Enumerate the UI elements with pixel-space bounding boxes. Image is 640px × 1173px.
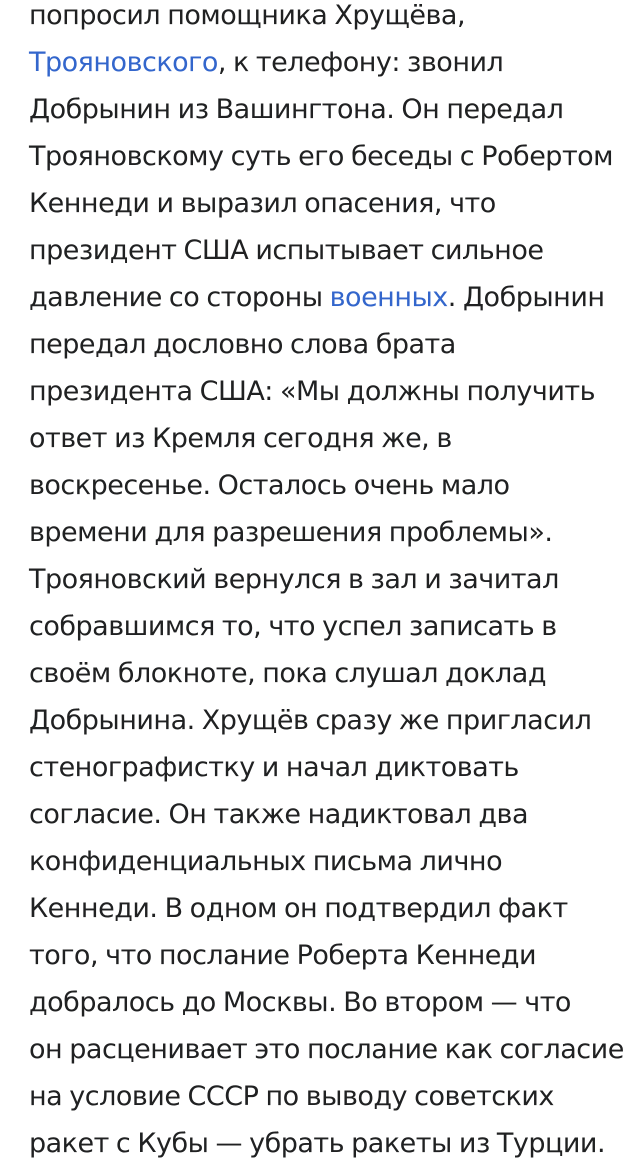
- text-run: того, что послание Роберта Кеннеди: [29, 940, 537, 971]
- text-run: , к телефону: звонил: [217, 47, 504, 78]
- text-run: Кеннеди и выразил опасения, что: [29, 188, 496, 219]
- text-line: [29, 180, 635, 227]
- text-run: давление со стороны: [29, 282, 330, 313]
- wiki-link[interactable]: военных: [329, 282, 448, 313]
- wiki-link[interactable]: Трояновского: [29, 47, 218, 78]
- text-line: [29, 932, 635, 979]
- text-run: Кеннеди. В одном он подтвердил факт: [29, 893, 568, 924]
- text-run: конфиденциальных письма лично: [29, 846, 503, 877]
- text-run: президента США: «Мы должны получить: [29, 376, 596, 407]
- text-run: ответ из Кремля сегодня же, в: [29, 423, 452, 454]
- text-line: [29, 321, 635, 368]
- text-run: на условие СССР по выводу советских: [29, 1081, 554, 1112]
- text-run: Трояновский вернулся в зал и зачитал: [29, 564, 559, 595]
- text-run: собравшимся то, что успел записать в: [29, 611, 557, 642]
- text-run: Добрынина. Хрущёв сразу же пригласил: [29, 705, 592, 736]
- text-line: [29, 744, 635, 791]
- text-line: [29, 133, 635, 180]
- text-run: . Добрынин: [447, 282, 605, 313]
- text-line: [29, 838, 635, 885]
- text-line: [29, 0, 635, 39]
- text-line: [29, 603, 635, 650]
- text-line: [29, 556, 635, 603]
- article-paragraph: [29, 0, 635, 1167]
- text-line: [29, 462, 635, 509]
- text-line: [29, 415, 635, 462]
- text-run: попросил помощника Хрущёва,: [29, 0, 466, 31]
- text-run: добралось до Москвы. Во втором — что: [29, 987, 571, 1018]
- text-line: [29, 368, 635, 415]
- text-line: [29, 509, 635, 556]
- text-line: [29, 86, 635, 133]
- text-run: времени для разрешения проблемы».: [29, 517, 553, 548]
- text-run: Добрынин из Вашингтона. Он передал: [29, 94, 564, 125]
- text-line: [29, 1026, 635, 1073]
- text-line: [29, 1120, 635, 1167]
- text-line: [29, 791, 635, 838]
- text-line: [29, 650, 635, 697]
- text-run: воскресенье. Осталось очень мало: [29, 470, 510, 501]
- text-line: [29, 979, 635, 1026]
- text-line: [29, 274, 635, 321]
- text-line: [29, 885, 635, 932]
- text-run: своём блокноте, пока слушал доклад: [29, 658, 546, 689]
- text-run: президент США испытывает сильное: [29, 235, 544, 266]
- text-line: [29, 697, 635, 744]
- text-run: стенографистку и начал диктовать: [29, 752, 519, 783]
- text-line: [29, 227, 635, 274]
- text-run: передал дословно слова брата: [29, 329, 456, 360]
- text-line: [29, 1073, 635, 1120]
- text-run: он расценивает это послание как согласие: [29, 1034, 624, 1065]
- text-run: ракет с Кубы — убрать ракеты из Турции.: [29, 1128, 606, 1159]
- text-run: Трояновскому суть его беседы с Робертом: [29, 141, 614, 172]
- text-run: согласие. Он также надиктовал два: [29, 799, 528, 830]
- text-line: [29, 39, 635, 86]
